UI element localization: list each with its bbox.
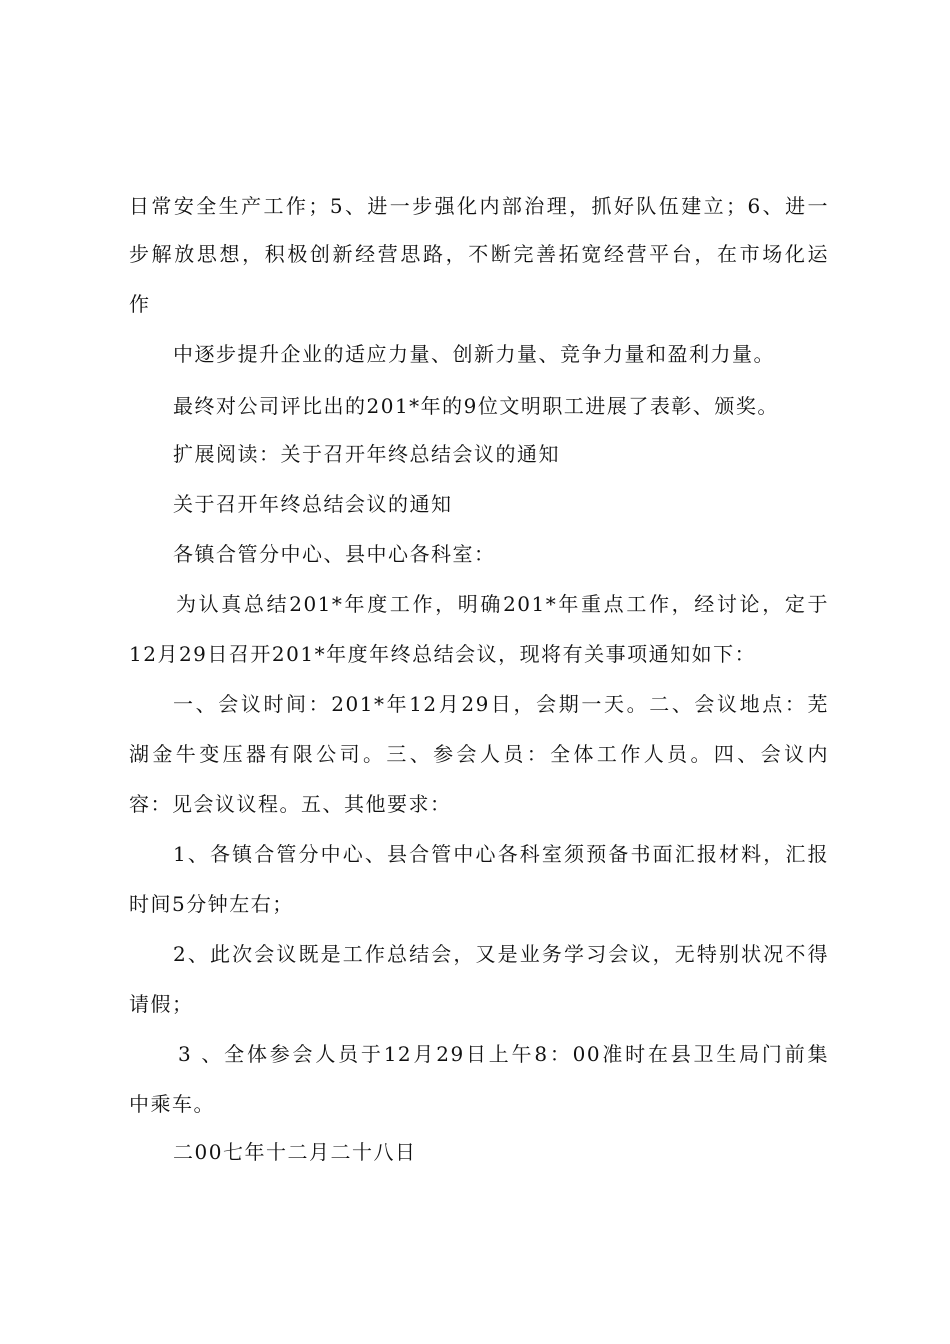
notice-date: 二00七年十二月二十八日 [173,1140,417,1164]
body-line: 时间5分钟左右； [129,892,294,916]
requirement-item-1: 1、各镇合管分中心、县合管中心各科室须预备书面汇报材料，汇报 [173,842,829,866]
body-line: 日常安全生产工作；5、进一步强化内部治理，抓好队伍建立；6、进一 [129,194,829,218]
body-line: 一、会议时间：201*年12月29日，会期一天。二、会议地点：芜 [173,692,829,716]
body-line: 湖金牛变压器有限公司。三、参会人员：全体工作人员。四、会议内 [129,742,829,766]
body-line: 步解放思想，积极创新经营思路，不断完善拓宽经营平台，在市场化运 [129,242,829,266]
body-line: 为认真总结201*年度工作，明确201*年重点工作，经讨论，定于 [176,592,829,616]
body-line: 作 [129,292,151,316]
notice-title: 关于召开年终总结会议的通知 [173,492,453,516]
body-line: 中逐步提升企业的适应力量、创新力量、竞争力量和盈利力量。 [173,342,775,366]
requirement-item-2: 2、此次会议既是工作总结会，又是业务学习会议，无特别状况不得 [173,942,829,966]
body-line: 中乘车。 [129,1092,215,1116]
body-line: 容：见会议议程。五、其他要求： [129,792,452,816]
extended-reading-heading: 扩展阅读：关于召开年终总结会议的通知 [173,442,560,466]
notice-recipients: 各镇合管分中心、县中心各科室： [173,542,496,566]
body-line: 请假； [129,992,194,1016]
requirement-item-3: 3 、全体参会人员于12月29日上午8：00准时在县卫生局门前集 [178,1042,829,1066]
body-line: 12月29日召开201*年度年终总结会议，现将有关事项通知如下： [129,642,757,666]
body-line: 最终对公司评比出的201*年的9位文明职工进展了表彰、颁奖。 [173,394,779,418]
